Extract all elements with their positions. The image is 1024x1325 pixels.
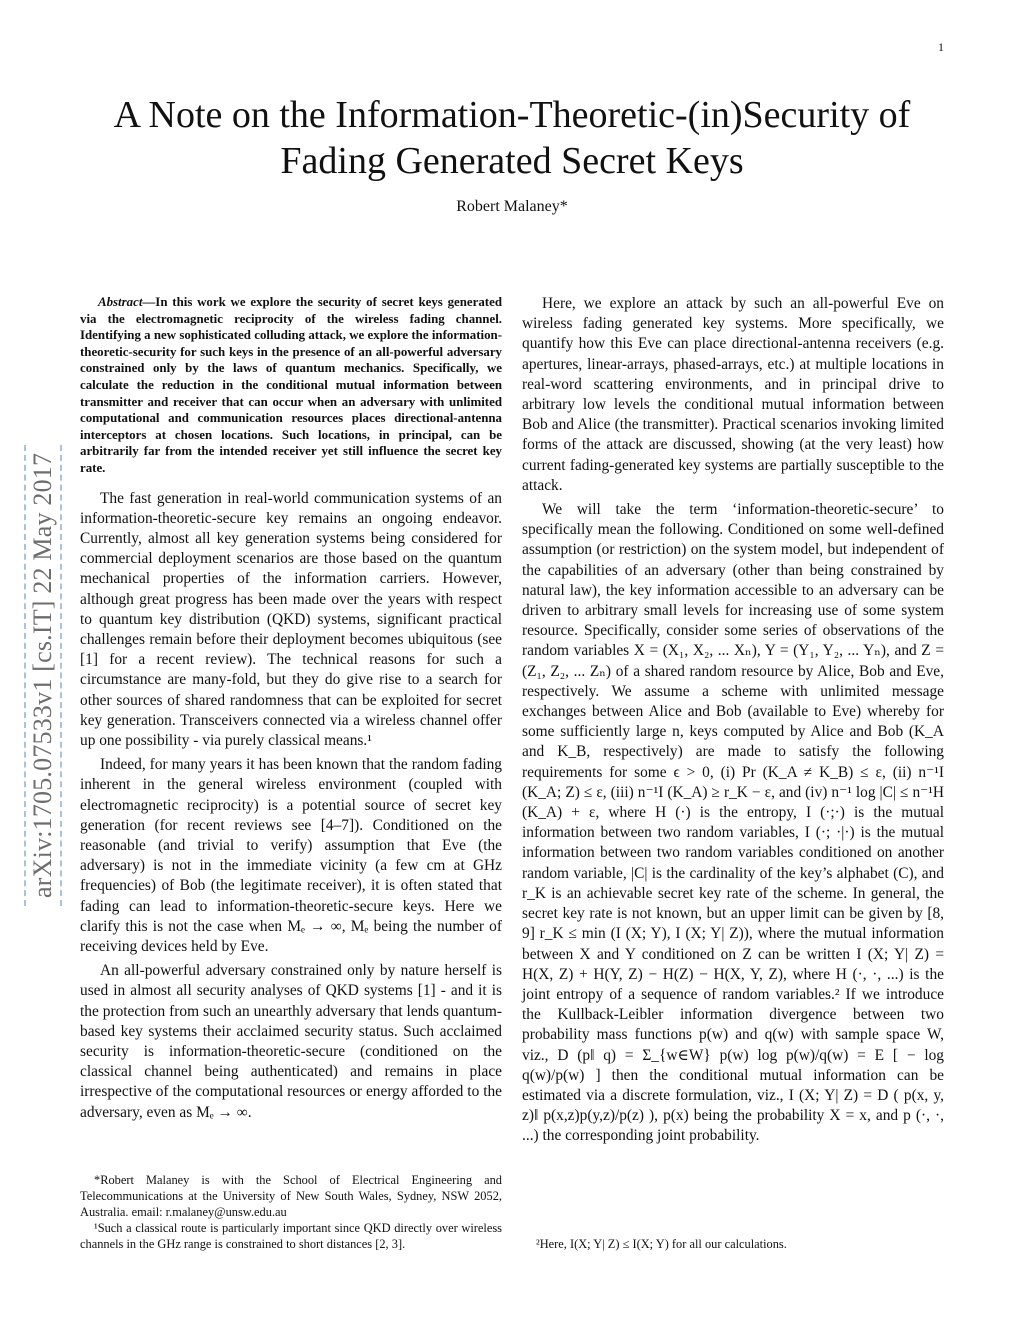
- body-paragraph: The fast generation in real-world communication systems of an information-theoretic-secure key remains an ongoing endeavor. Currently, almost all key generation systems being considered for commercial deployment scenarios are those based on the quantum mechanical properties of the information carriers. However, although great progress has been made over the years with respect to quantum key distribution (QKD) systems, significant practical challenges remain before their deployment becomes ubiquitous (see [1] for a recent review). The technical reasons for such a circumstance are many-fold, but they do give rise to a search for other sources of shared randomness that can be exploited for secret key generation. Transceivers connected via a wireless channel offer up one possibility - via purely classical means.¹: [80, 489, 502, 749]
- abstract: [80, 294, 502, 477]
- author: Robert Malaney*: [456, 198, 568, 215]
- footnote-2-text: ²Here, I(X; Y| Z) ≤ I(X; Y) for all our calculations.: [536, 1237, 787, 1251]
- abstract-text: —In this work we explore the security of secret keys generated via the electromagnetic reciprocity of the wireless fading channel. Identifying a new sophisticated colluding attack, we explore the information-theoretic-security for such keys in the presence of an all-powerful adversary constrained only by the laws of quantum mechanics. Specifically, we calculate the reduction in the conditional mutual information between transmitter and receiver that can occur when an adversary with unlimited computational and communication resources places directional-antenna interceptors at chosen locations. Such locations, in principal, can be arbitrarily far from the intended receiver yet still influence the secret key rate.: [80, 295, 502, 475]
- footnote-1: ¹Such a classical route is particularly important since QKD directly over wireless channels in the GHz range is constrained to short distances [2, 3].: [80, 1221, 502, 1251]
- body-paragraph: Here, we explore an attack by such an all-powerful Eve on wireless fading generated key systems. More specifically, we quantify how this Eve can place directional-antenna receivers (e.g. apertures, linear-arrays, phased-arrays, etc.) at multiple locations in real-word scattering environments, and in principal drive to arbitrary low levels the conditional mutual information between Bob and Alice (the transmitter). Practical scenarios invoking limited forms of the attack are discussed, showing (at the very least) how current fading-generated key systems are partially susceptible to the attack.: [522, 295, 944, 494]
- paper-title: [0, 92, 1024, 184]
- body-paragraph: We will take the term ‘information-theoretic-secure’ to specifically mean the following. Conditioned on some well-defined assumption (or restriction) on the system model, but independent of the capabilities of an adversary (other than being constrained by natural law), the key information accessible to an adversary can be driven to arbitrary small levels for increasing use of some system resource. Specifically, consider some series of observations of the random variables X = (X₁, X₂, ... Xₙ), Y = (Y₁, Y₂, ... Yₙ), and Z = (Z₁, Z₂, ... Zₙ) of a shared random resource by Alice, Bob and Eve, respectively. We assume a scheme with unlimited message exchanges between Alice and Bob (available to Eve) whereby for some sufficiently large n, keys computed by Alice and Bob (K_A and K_B, respectively) are made to satisfy the following requirements for some ϵ > 0, (i) Pr (K_A ≠ K_B) ≤ ε, (ii) n⁻¹I (K_A; Z) ≤ ε, (iii) n⁻¹I (K_A) ≥ r_K − ε, and (iv) n⁻¹ log |C| ≤ n⁻¹H (K_A) + ε, where H (·) is the entropy, I (·;·) is the mutual information between two random variables, I (·; ·|·) is the mutual information between two random variables conditioned on another random variable, |C| is the cardinality of the key’s alphabet (C), and r_K is an achievable secret key rate of the scheme. In general, the secret key rate is not known, but an upper limit can be given by [8, 9] r_K ≤ min (I (X; Y), I (X; Y| Z)), where the mutual information between X and Y conditioned on Z can be written I (X; Y| Z) = H(X, Z) + H(Y, Z) − H(Z) − H(X, Y, Z), where H (·, ·, ...) is the joint entropy of a sequence of random variables.² If we introduce the Kullback-Leibler information divergence between two probability mass functions p(w) and q(w) with sample space W, viz., D (p‖ q) = Σ_{w∈W} p(w) log p(w)/q(w) = E [ − log q(w)/p(w) ] then the conditional mutual information can be estimated via a discrete formulation, viz., I (X; Y| Z) = D ( p(x, y, z)‖ p(x,z)p(y,z)/p(z) ), p(x) being the probability X = x, and p (·, ·, ...) the corresponding joint probability.: [522, 501, 944, 1145]
- left-column: [80, 294, 502, 1127]
- footnote-2: [522, 1236, 944, 1252]
- arxiv-stamp: arXiv:1705.07533v1 [cs.IT] 22 May 2017: [24, 445, 62, 906]
- body-paragraph: Indeed, for many years it has been known that the random fading inherent in the general wireless environment (coupled with electromagnetic reciprocity) is a potential source of secret key generation (for recent reviews see [4–7]). Conditioned on the reasonable (and trivial to verify) assumption that Eve (the adversary) is not in the immediate vicinity (a few cm at GHz frequencies) of Bob (the legitimate receiver), it is often stated that fading can lead to information-theoretic-secure keys. Here we clarify this is not the case when Mₑ → ∞, Mₑ being the number of receiving devices held by Eve.: [80, 756, 502, 955]
- page-number: 1: [938, 40, 944, 54]
- body-paragraph: An all-powerful adversary constrained only by nature herself is used in almost all security analyses of QKD systems [1] - and it is the protection from such an unearthly adversary that lends quantum-based key systems their acclaimed security status. Such acclaimed security is information-theoretic-secure (conditioned on the classical channel being authenticated) and remains in place irrespective of the computational resources or energy afforded to the adversary, even as Mₑ → ∞.: [80, 962, 502, 1121]
- right-column: [522, 294, 944, 1151]
- title-line-1: A Note on the Information-Theoretic-(in)Security of: [113, 94, 911, 136]
- title-line-2: Fading Generated Secret Keys: [280, 140, 744, 182]
- abstract-label: Abstract: [98, 295, 143, 309]
- footnotes-left: [80, 1172, 502, 1252]
- footnote-author: *Robert Malaney is with the School of Electrical Engineering and Telecommunications at the University of New South Wales, Sydney, NSW 2052, Australia. email: r.malaney@unsw.edu.au: [80, 1173, 502, 1219]
